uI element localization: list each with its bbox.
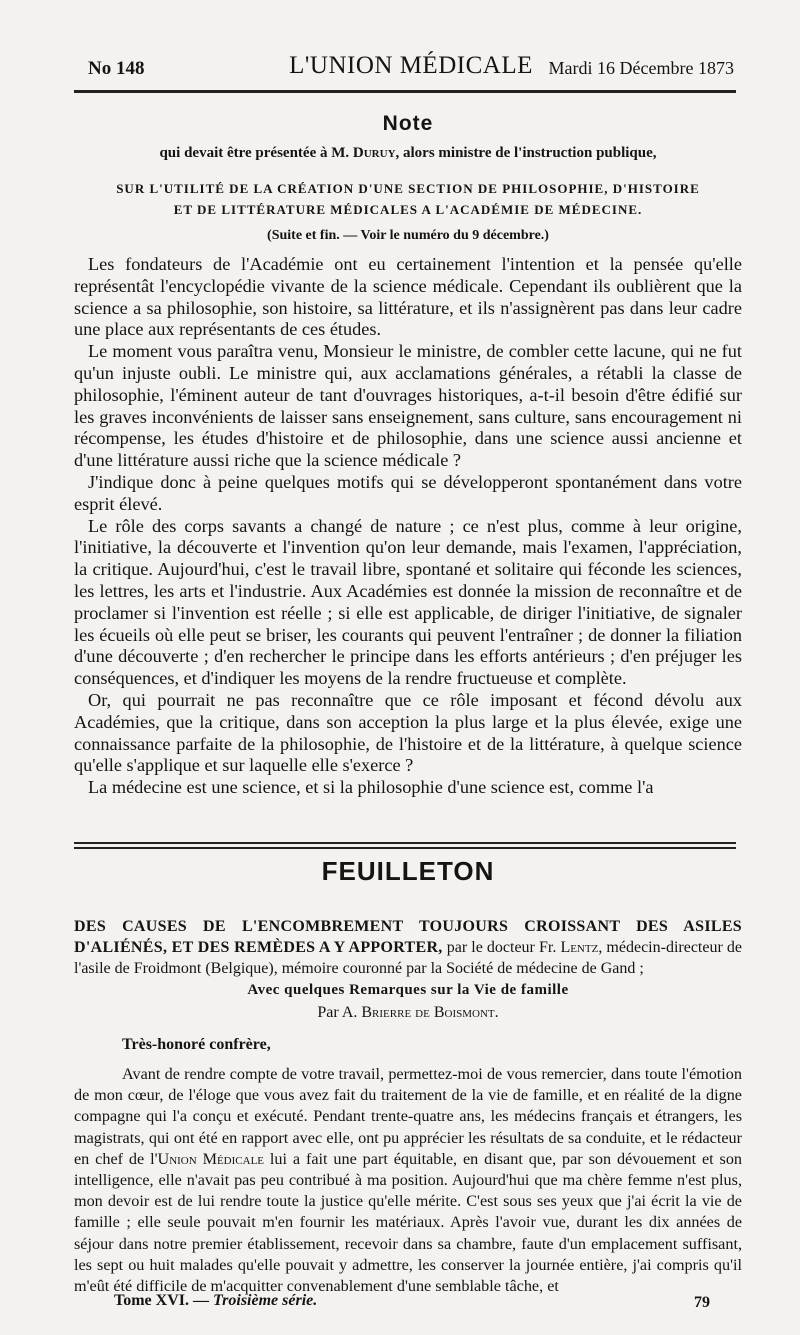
feuilleton-heading: DES CAUSES DE L'ENCOMBREMENT TOUJOURS CROISSANT DES ASILES D'ALIÉNÉS, ET DES REMÈDES A Y APPORTER, par le docteur Fr. Lentz, médecin-directeur de l'asile de Froidmont (Belgique), mémoire couronné par la Société de médecine de Gand ;	[74, 918, 743, 977]
note-heading-line: SUR L'UTILITÉ DE LA CRÉATION D'UNE SECTION DE PHILOSOPHIE, D'HISTOIRE	[116, 181, 700, 196]
issue-number: No 148	[88, 58, 145, 79]
issue-date: Mardi 16 Décembre 1873	[548, 58, 734, 78]
feuilleton-heading-caps: DES CAUSES DE L'ENCOMBREMENT TOUJOURS CROISSANT DES ASILES D'ALIÉNÉS, ET DES REMÈDES A Y APPORTER,	[74, 918, 742, 956]
note-heading-line: ET DE LITTÉRATURE MÉDICALES A L'ACADÉMIE DE MÉDECINE.	[173, 202, 643, 217]
page-number: 79	[694, 1294, 710, 1311]
note-title: Note	[382, 112, 434, 135]
paragraph: Les fondateurs de l'Académie ont eu certainement l'intention et la pensée qu'elle représentât l'encyclopédie vivante de la science médicale. Cependant ils oublièrent que la science a sa philosophie, son histoire, sa littérature, et ils n'assignèrent pas dans leur cadre une place aux représentants de ces études.	[74, 254, 742, 340]
journal-mention: Union Médicale	[157, 1149, 265, 1168]
feuilleton-body	[74, 1064, 742, 1297]
feuilleton-title: FEUILLETON	[321, 856, 495, 886]
note-continuation: (Suite et fin. — Voir le numéro du 9 décembre.)	[267, 228, 549, 243]
feuilleton-remarks: Avec quelques Remarques sur la Vie de famille	[247, 982, 569, 998]
paragraph: Le moment vous paraîtra venu, Monsieur le ministre, de combler cette lacune, qui ne fut qu'un injuste oubli. Le ministre qui, aux acclamations générales, a rétabli la classe de philosophie, l'éminent auteur de tant d'ouvrages historiques, a-t-il besoin d'être édifié sur les graves inconvénients de laisser sans enseignement, sans culture, sans encouragement ni récompense, les études d'histoire et de philosophie, dans une science aussi ancienne et d'une littérature aussi riche que la science médicale ?	[74, 341, 742, 471]
paragraph: La médecine est une science, et si la philosophie d'une science est, comme l'a	[88, 777, 654, 798]
page-footer	[114, 1292, 710, 1310]
paragraph: Le rôle des corps savants a changé de nature ; ce n'est plus, comme à leur origine, l'initiative, la découverte et l'invention qu'on leur demande, mais l'examen, l'appréciation, la critique. Aujourd'hui, c'est le travail libre, spontané et solitaire qui féconde les sciences, les lettres, les arts et l'industrie. Aux Académies est donnée la mission de reconnaître et de proclamer si l'invention est réelle ; si elle est applicable, de diriger l'initiative, de signaler les écueils où elle peut se briser, les courants qui peuvent l'entraîner ; de donner la filiation d'une découverte ; d'en rechercher le principe dans les efforts antérieurs ; d'en préjuger les conséquences, et d'indiquer les moyens de la rendre fructueuse et complète.	[74, 515, 742, 689]
salutation: Très-honoré confrère,	[122, 1036, 271, 1053]
author-name: Brierre de Boismont.	[361, 1004, 499, 1021]
paragraph: Avant de rendre compte de votre travail, permettez-moi de vous remercier, dans toute l'émotion de mon cœur, de l'éloge que vous avez fait du traitement de la vie de famille, et en réalité de la digne compagne qui l'a conçu et exécuté. Pendant trente-quatre ans, les médecins français et étrangers, les magistrats, qui ont été en rapport avec elle, ont pu apprécier les résultats de sa conduite, et le rédacteur en chef de l'Union Médicale lui a fait une part équitable, en disant que, par son dévouement et son intelligence, elle n'avait pas peu contribué à ma position. Aujourd'hui que ma chère femme n'est plus, mon devoir est de lui rendre toute la justice qu'elle mérite. C'est sous ses yeux que j'ai écrit la vie de famille ; elle seule pouvait m'en fournir les matériaux. Après l'avoir vue, durant les dix années de séjour dans notre premier établissement, recevoir dans sa chambre, faute d'un emplacement suffisant, les sept ou huit malades qu'elle pouvait y admettre, les conserver la journée entière, j'ai compris qu'il m'eût été difficile de m'acquitter convenablement d'une semblable tâche, et	[74, 1065, 743, 1296]
author-lentz: Lentz	[560, 939, 599, 956]
paragraph: J'indique donc à peine quelques motifs qui se développeront spontanément dans votre esprit élevé.	[74, 471, 742, 514]
journal-title: L'UNION MÉDICALE	[289, 52, 533, 79]
feuilleton-author: Par A. Brierre de Boismont.	[317, 1004, 499, 1021]
feuilleton-section	[74, 0, 742, 1335]
tome-label: Tome XVI. —	[114, 1292, 209, 1309]
minister-name: Duruy	[352, 145, 396, 161]
series-label: Troisième série.	[212, 1292, 318, 1309]
note-subtitle: qui devait être présentée à M. Duruy, alors ministre de l'instruction publique,	[159, 145, 657, 161]
paragraph: Or, qui pourrait ne pas reconnaître que ce rôle imposant et fécond dévolu aux Académies, que la critique, dans son acception la plus large et la plus élevée, exige une connaissance parfaite de la philosophie, de l'histoire et de la littérature, à quelque science qu'elle s'applique et sur laquelle elle s'exerce ?	[74, 689, 742, 776]
